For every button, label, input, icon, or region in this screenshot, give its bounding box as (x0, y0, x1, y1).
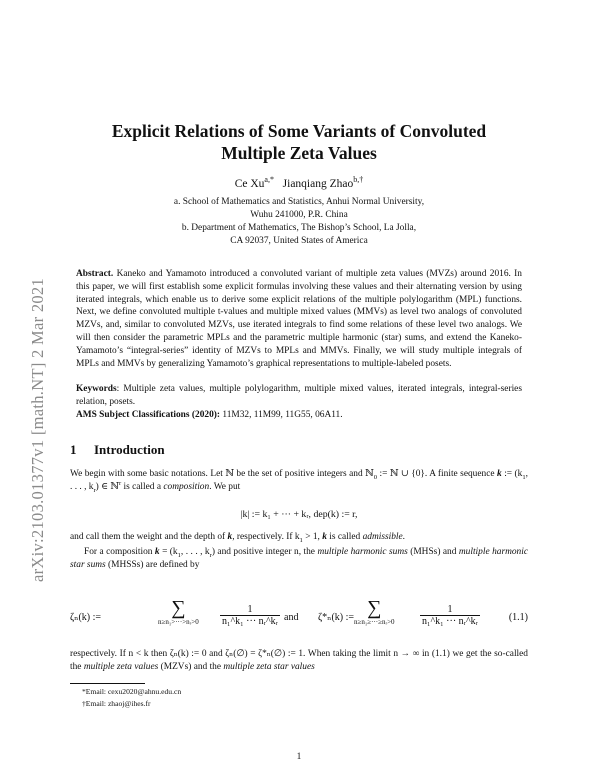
section-title: Introduction (94, 442, 165, 457)
ams-text: 11M32, 11M99, 11G55, 06A11. (222, 410, 343, 420)
paragraph-mzv-limit (70, 648, 528, 674)
eq-lhs-zeta-n: ζₙ(k) := (70, 612, 102, 623)
author-1: Ce Xu (234, 178, 265, 190)
sum-limit: n≥n₁≥···≥nᵣ>0 (354, 618, 395, 626)
text: = (k (159, 547, 178, 557)
text: , . . . , k (180, 547, 210, 557)
paragraph-mhs-definition: For a composition $k = (k_1$, . . . , $k_r$) and positive integer n, the multiple harmonic sums (MHSs) and multiple harmonic star sums (MHSSs) are defined by (70, 547, 529, 570)
text: , . . . , k (70, 469, 529, 492)
author-2-mark: b,† (353, 175, 364, 185)
sum-limit: n≥n₁>···>nᵣ>0 (158, 618, 199, 626)
sigma-symbol: ∑ (171, 597, 186, 619)
author-1-mark: a,* (264, 175, 275, 185)
text: is called (326, 532, 363, 542)
text: := ℕ ∪ {0}. A finite sequence (377, 469, 498, 479)
paragraph-admissible: and call them the weight and the depth of k, respectively. If $k_1 > 1$, k is called admissible. (70, 532, 406, 544)
eq-fraction-2 (420, 604, 480, 627)
text: ) ∈ ℕ (95, 481, 119, 492)
term-composition: composition (163, 481, 210, 492)
term-mzv: multiple zeta values (83, 661, 159, 672)
text: (MHSSs) are defined by (105, 559, 200, 570)
text: respectively. If n < k then ζₙ(k) := 0 and ζₙ(∅) = ζ*ₙ(∅) := 1. When taking the limit n → ∞ in (1.1) we get the so-called the (70, 649, 528, 672)
text: > 1, (302, 532, 323, 542)
text: ) and positive integer n, the (211, 547, 318, 557)
equation-tag: (1.1) (508, 612, 528, 623)
authors (70, 175, 528, 190)
term-mzsv: multiple zeta star values (223, 661, 315, 672)
footnote-email-2: †Email: zhaoj@ihes.fr (82, 699, 151, 708)
text: is called a (121, 481, 164, 492)
text: (MHSs) and (407, 547, 459, 557)
denominator: n₁^k₁ ··· nᵣ^kᵣ (222, 616, 278, 627)
numerator: 1 (220, 604, 280, 616)
affiliation-line: b. Department of Mathematics, The Bishop’s School, La Jolla, (181, 223, 417, 233)
text: := (k (501, 469, 523, 479)
eq-lhs-zeta-star-n: ζ*ₙ(k) := (318, 612, 355, 623)
affiliation-line: Wuhu 241000, P.R. China (250, 210, 348, 220)
title-line-2: Multiple Zeta Values (221, 143, 377, 163)
title-line-1: Explicit Relations of Some Variants of Convoluted (111, 121, 487, 141)
eq-sum-2 (354, 598, 395, 626)
term-mhs: multiple harmonic sums (317, 547, 408, 557)
equation-1-1 (70, 598, 528, 644)
eq-fraction-1 (220, 604, 280, 627)
equation-weight-depth: |k| := k₁ + ··· + kᵣ, dep(k) := r, (240, 509, 358, 520)
ams-classification (76, 410, 522, 420)
denominator: n₁^k₁ ··· nᵣ^kᵣ (422, 616, 478, 627)
paper-title (70, 120, 528, 164)
paragraph-notations: We begin with some basic notations. Let ℕ be the set of positive integers and ℕ$_0$ := ℕ ∪ {0}. A finite sequence k := ($k_1$, . . . , $k_r$) ∈ ℕ$^r$ is called a composition. We put (70, 469, 529, 494)
text: . (402, 532, 406, 542)
keywords-label: Keywords (76, 384, 117, 394)
section-heading (70, 442, 165, 458)
sigma-symbol: ∑ (367, 597, 382, 619)
term-mhss: multiple harmonic star sums (70, 547, 529, 570)
text: and call them the weight and the depth of (70, 532, 228, 542)
text: We begin with some basic notations. Let ℕ be the set of positive integers and ℕ (70, 469, 374, 479)
text: . We put (209, 481, 241, 492)
numerator: 1 (420, 604, 480, 616)
text: For a composition (84, 547, 155, 557)
keywords (76, 383, 522, 409)
footnote-email-1: *Email: cexu2020@ahnu.edu.cn (82, 687, 182, 696)
abstract (76, 268, 522, 370)
abstract-label: Abstract. (76, 269, 114, 279)
author-2: Jianqiang Zhao (282, 178, 354, 190)
eq-and: and (284, 612, 299, 623)
abstract-text: Kaneko and Yamamoto introduced a convoluted variant of multiple zeta values (MVZs) around 2016. In this paper, we will first establish some explicit formulas involving these values and their alternating version by using iterated integrals, which enable us to derive some explicit relations of the multiple polylogarithm (MPL) functions. Next, we define convoluted multiple t-values and multiple mixed values (MMVs) as level two analogs of convoluted MZVs, and, similar to convoluted MZVs, use iterated integrals to find some relations of these level two analogs. We will then consider the parametric MPLs and the parametric multiple harmonic (star) sums, and extend the Kaneko-Yamamoto’s “integral-series” identity of MZVs to MPLs and MMVs. Finally, we will study multiple integrals of MPLs and MMVs by generalizing Yamamoto’s graphical representations to multiple-labeled posets. (76, 269, 522, 369)
footnote-rule (70, 683, 145, 684)
affiliation-line: a. School of Mathematics and Statistics, Anhui Normal University, (173, 197, 425, 207)
eq-sum-1 (158, 598, 199, 626)
arxiv-sidebar-stamp: arXiv:2103.01377v1 [math.NT] 2 Mar 2021 (28, 277, 47, 583)
ams-label: AMS Subject Classifications (2020): (76, 410, 221, 420)
keywords-text: : Multiple zeta values, multiple polylogarithm, multiple mixed values, iterated integrals, integral-series relation, posets. (76, 384, 522, 407)
section-number: 1 (70, 442, 77, 457)
affiliations (70, 196, 528, 248)
page-number: 1 (296, 752, 302, 762)
text: , respectively. If k (232, 532, 300, 542)
text: (MZVs) and the (158, 661, 224, 672)
term-admissible: admissible (362, 532, 403, 542)
affiliation-line: CA 92037, United States of America (230, 236, 368, 246)
